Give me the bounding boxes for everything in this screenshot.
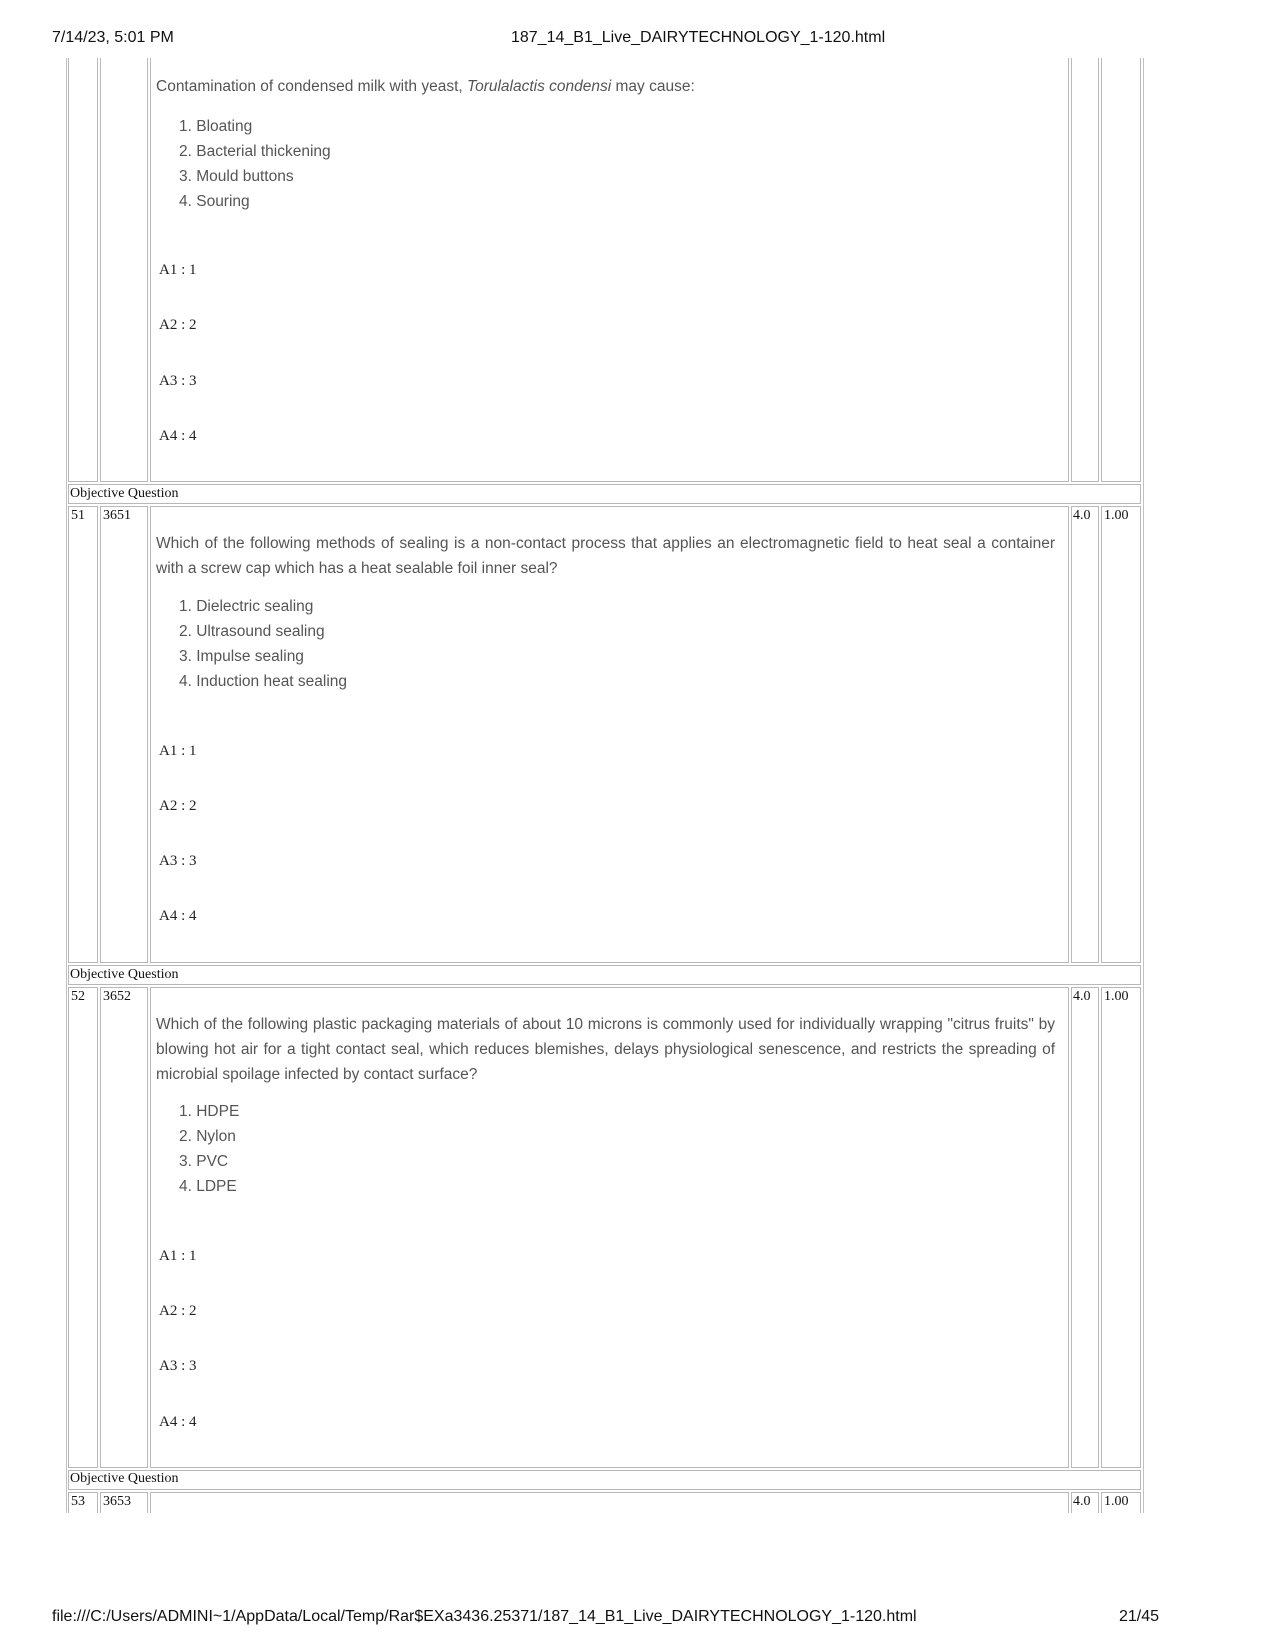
serial-number: 52: [71, 989, 85, 1004]
option-list: [179, 1099, 239, 1199]
sno-cell: [68, 58, 98, 482]
answer-line: A3 : 3: [159, 1358, 197, 1374]
table-border-left: [66, 58, 67, 1513]
negative-marks-cell: [1101, 506, 1141, 963]
answer-line: A4 : 4: [159, 908, 197, 924]
print-page-number: 21/45: [1119, 1608, 1160, 1625]
marks-value: 4.0: [1073, 1494, 1091, 1509]
qid-cell: [100, 987, 148, 1468]
question-text-part: Contamination of condensed milk with yeast,: [156, 78, 468, 95]
question-id: 3652: [103, 989, 131, 1004]
serial-number: 51: [71, 508, 85, 523]
option-item: 2. Ultrasound sealing: [179, 623, 325, 640]
question-type-label: Objective Question: [70, 967, 179, 982]
sno-cell: [68, 987, 98, 1468]
question-text: Which of the following methods of sealing is a non-contact process that applies an electromagnetic field to heat seal a container with a screw cap which has a heat sealable foil inner seal?: [156, 535, 1055, 577]
question-id: 3653: [103, 1494, 131, 1509]
question-id: 3651: [103, 508, 131, 523]
option-list: [179, 594, 347, 694]
negative-marks-cell: [1101, 58, 1141, 482]
answer-line: A1 : 1: [159, 743, 197, 759]
answer-line: A4 : 4: [159, 1414, 197, 1430]
marks-cell: [1071, 58, 1099, 482]
marks-cell: [1071, 506, 1099, 963]
option-list: [179, 114, 331, 214]
option-item: 3. PVC: [179, 1153, 229, 1170]
option-item: 1. Bloating: [179, 118, 253, 135]
qid-cell: [100, 506, 148, 963]
answer-line: A3 : 3: [159, 853, 197, 869]
option-item: 3. Impulse sealing: [179, 648, 304, 665]
print-datetime: 7/14/23, 5:01 PM: [52, 29, 174, 46]
sno-cell: [68, 506, 98, 963]
option-item: 2. Bacterial thickening: [179, 143, 331, 160]
option-item: 1. Dielectric sealing: [179, 598, 314, 615]
negative-marks-value: 1.00: [1104, 989, 1129, 1004]
option-item: 1. HDPE: [179, 1103, 240, 1120]
print-doc-title: 187_14_B1_Live_DAIRYTECHNOLOGY_1-120.html: [511, 29, 886, 46]
print-file-path: file:///C:/Users/ADMINI~1/AppData/Local/Temp/Rar$EXa3436.25371/187_14_B1_Live_DAIRYTECHNOLOGY_1-120.html: [52, 1608, 917, 1625]
question-text: Which of the following plastic packaging materials of about 10 microns is commonly used for individually wrapping "citrus fruits" by blowing hot air for a tight contact seal, which reduces blemishes, delays physiological senescence, and restricts the spreading of microbial spoilage infected by contact surface?: [156, 1016, 1055, 1083]
question-text-part: may cause:: [611, 78, 695, 95]
option-item: 4. Souring: [179, 193, 250, 210]
marks-value: 4.0: [1073, 989, 1091, 1004]
option-item: 4. Induction heat sealing: [179, 673, 348, 690]
serial-number: 53: [71, 1494, 85, 1509]
negative-marks-value: 1.00: [1104, 508, 1129, 523]
answer-line: A4 : 4: [159, 428, 197, 444]
question-type-label: Objective Question: [70, 1471, 179, 1486]
question-text: [156, 74, 1056, 99]
question-type-label: Objective Question: [70, 486, 179, 501]
marks-value: 4.0: [1073, 508, 1091, 523]
question-text-italic: Torulalactis condensi: [467, 78, 612, 95]
answer-line: A2 : 2: [159, 798, 197, 814]
table-border-right: [1143, 58, 1144, 1513]
negative-marks-cell: [1101, 987, 1141, 1468]
option-item: 4. LDPE: [179, 1178, 237, 1195]
option-item: 2. Nylon: [179, 1128, 236, 1145]
answer-line: A1 : 1: [159, 262, 197, 278]
question-type-row: [68, 965, 1141, 985]
answer-line: A2 : 2: [159, 317, 197, 333]
question-type-row: [68, 1470, 1141, 1490]
question-cell: [150, 1492, 1069, 1513]
qid-cell: [100, 58, 148, 482]
answer-line: A3 : 3: [159, 373, 197, 389]
marks-cell: [1071, 987, 1099, 1468]
answer-line: A2 : 2: [159, 1303, 197, 1319]
negative-marks-value: 1.00: [1104, 1494, 1129, 1509]
answer-line: A1 : 1: [159, 1248, 197, 1264]
option-item: 3. Mould buttons: [179, 168, 294, 185]
question-type-row: [68, 484, 1141, 504]
